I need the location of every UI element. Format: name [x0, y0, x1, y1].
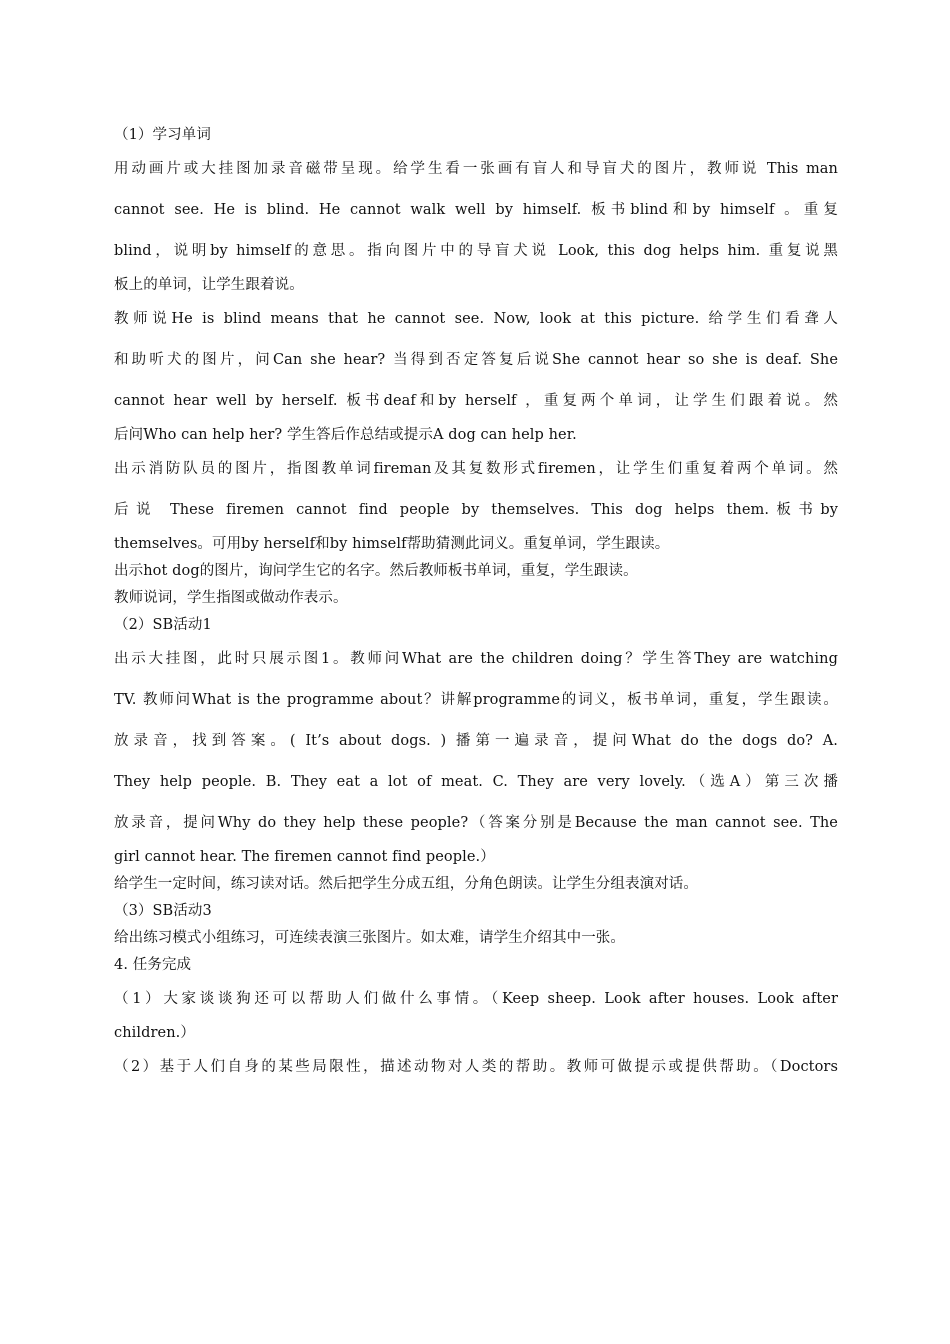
paragraph-line: 用动画片或大挂图加录音磁带呈现。给学生看一张画有盲人和导盲犬的图片，教师说 This man	[114, 161, 838, 177]
section-heading-task-completion: 4. 任务完成	[114, 957, 192, 973]
paragraph-line: cannot see. He is blind. He cannot walk well by himself. 板书blind和by himself 。重复	[114, 202, 838, 218]
paragraph-line: 给出练习模式小组练习，可连续表演三张图片。如太难，请学生介绍其中一张。	[114, 930, 625, 946]
paragraph-line: They help people. B. They eat a lot of meat. C. They are very lovely.（选A）第三次播	[114, 774, 838, 790]
paragraph-line: 给学生一定时间，练习读对话。然后把学生分成五组，分角色朗读。让学生分组表演对话。	[114, 876, 698, 892]
paragraph-line: 放录音，提问Why do they help these people?（答案分别是Because the man cannot see. The	[114, 815, 838, 831]
paragraph-line: 后问Who can help her? 学生答后作总结或提示A dog can help her.	[114, 427, 577, 443]
paragraph-line: 出示hot dog的图片，询问学生它的名字。然后教师板书单词，重复，学生跟读。	[114, 563, 638, 579]
paragraph-line: themselves。可用by herself和by himself帮助猜测此词义。重复单词，学生跟读。	[114, 536, 670, 552]
paragraph-line: 出示消防队员的图片，指图教单词fireman及其复数形式firemen，让学生们重复着两个单词。然	[114, 461, 838, 477]
paragraph-line: 板上的单词，让学生跟着说。	[114, 277, 304, 293]
paragraph-line: blind，说明by himself的意思。指向图片中的导盲犬说 Look, this dog helps him. 重复说黑	[114, 243, 838, 259]
paragraph-line: 出示大挂图，此时只展示图1。教师问What are the children doing？学生答They are watching	[114, 651, 838, 667]
paragraph-line: 教师说词，学生指图或做动作表示。	[114, 590, 348, 606]
document-page	[114, 122, 838, 1088]
paragraph-line: children.）	[114, 1025, 195, 1041]
paragraph-line: 放录音，找到答案。( It’s about dogs. ) 播第一遍录音，提问What do the dogs do? A.	[114, 733, 838, 749]
paragraph-line: 教师说He is blind means that he cannot see. Now, look at this picture. 给学生们看聋人	[114, 311, 838, 327]
paragraph-line: 后说 These firemen cannot find people by themselves. This dog helps them.板书by	[114, 502, 838, 518]
paragraph-line: （1）大家谈谈狗还可以帮助人们做什么事情。（Keep sheep. Look after houses. Look after	[114, 991, 838, 1007]
paragraph-line: 和助听犬的图片，问Can she hear? 当得到否定答复后说She cannot hear so she is deaf. She	[114, 352, 838, 368]
section-heading-sb-activity-1: （2）SB活动1	[114, 617, 212, 633]
paragraph-line: TV. 教师问What is the programme about？讲解programme的词义，板书单词，重复，学生跟读。	[114, 692, 838, 708]
section-heading-sb-activity-3: （3）SB活动3	[114, 903, 212, 919]
paragraph-line: cannot hear well by herself. 板书deaf和by herself ，重复两个单词，让学生们跟着说。然	[114, 393, 838, 409]
section-heading-learn-words: （1）学习单词	[114, 127, 211, 143]
paragraph-line: （2）基于人们自身的某些局限性，描述动物对人类的帮助。教师可做提示或提供帮助。（Doctors	[114, 1059, 838, 1075]
paragraph-line: girl cannot hear. The firemen cannot find people.）	[114, 849, 495, 865]
